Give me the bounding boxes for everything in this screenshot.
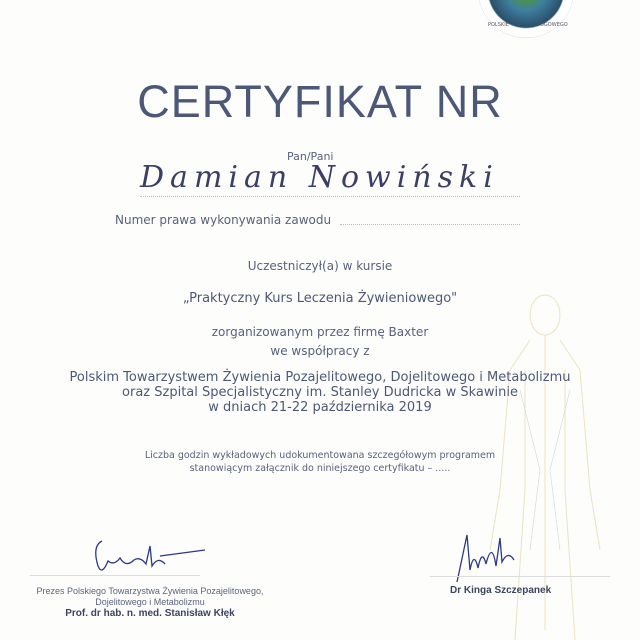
license-dotted-line [340, 224, 520, 225]
signer-right-name: Dr Kinga Szczepanek [450, 585, 552, 596]
hours-line-1: Liczba godzin wykładowych udokumentowana szczegółowym programem [144, 450, 496, 461]
certificate-title: CERTYFIKAT NR [137, 76, 503, 127]
organized-by: zorganizowanym przez firmę Baxter [211, 325, 429, 339]
seal-text-left: POLSKIE [488, 22, 509, 28]
signature-line-right [430, 576, 610, 577]
society-seal-logo [478, 0, 574, 38]
participated-text: Uczestniczył(a) w kursie [247, 259, 393, 273]
partner-society: Polskim Towarzystwem Żywienia Pozajelitowego, Dojelitowego i Metabolizmu [69, 370, 571, 385]
recipient-name-handwritten: Damian Nowiński [140, 160, 499, 195]
course-name: „Praktyczny Kurs Leczenia Żywieniowego" [182, 291, 458, 306]
name-dotted-line [140, 196, 520, 197]
seal-text-right: OGOWEGO [540, 22, 568, 28]
signer-left-name: Prof. dr hab. n. med. Stanisław Kłęk [65, 608, 235, 619]
signature-line-left [30, 575, 200, 576]
license-number-label: Numer prawa wykonywania zawodu [115, 213, 332, 227]
signer-left-role-1: Prezes Polskiego Towarzystwa Żywienia Pozajelitowego, [36, 586, 264, 596]
cooperation-text: we współpracy z [270, 344, 370, 358]
partner-hospital: oraz Szpital Specjalistyczny im. Stanley Dudricka w Skawinie [122, 385, 518, 400]
pan-pani-label: Pan/Pani [287, 150, 334, 163]
signature-left [90, 536, 210, 586]
hours-line-2: stanowiącym załącznik do niniejszego certyfikatu – ..... [189, 463, 451, 474]
signer-left-role-2: Dojelitowego i Metabolizmu [95, 597, 205, 607]
course-dates: w dniach 21-22 października 2019 [208, 400, 432, 415]
